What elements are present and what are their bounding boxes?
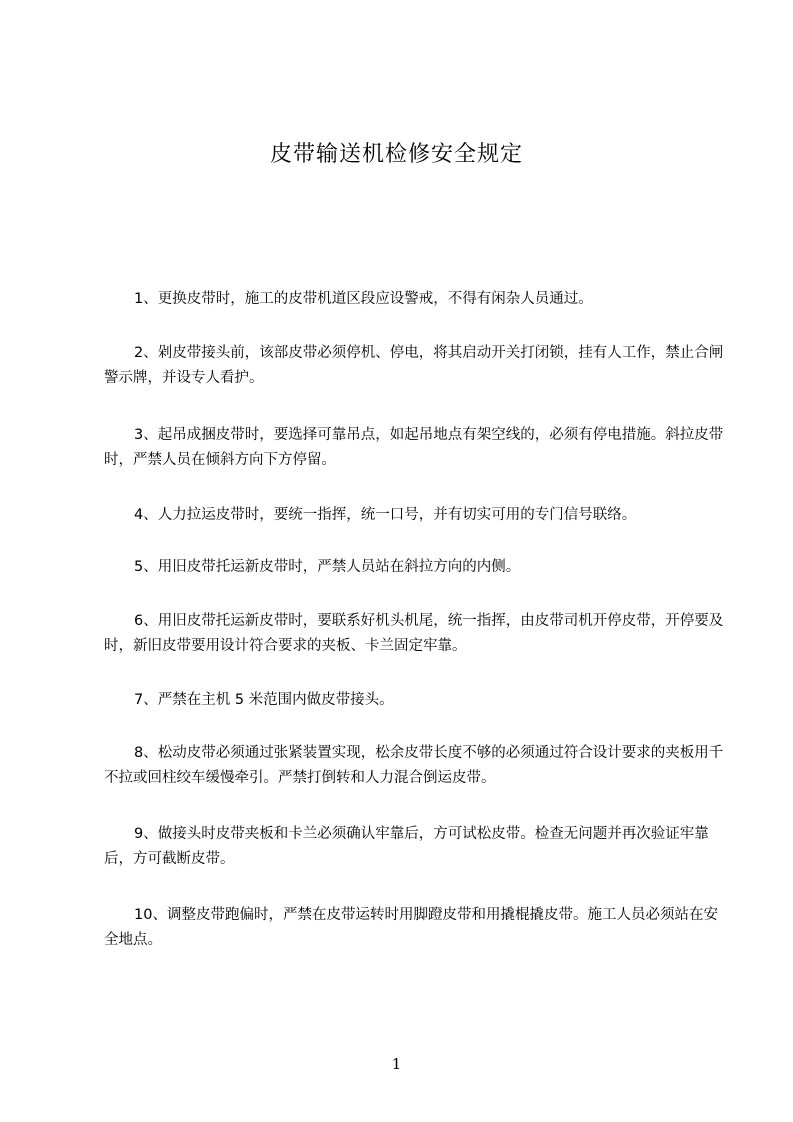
rule-paragraph-8: 8、松动皮带必须通过张紧装置实现，松余皮带长度不够的必须通过符合设计要求的夹板用千不拉或回柱绞车缓慢牵引。严禁打倒转和人力混合倒运皮带。 <box>104 745 724 786</box>
rule-paragraph-3: 3、起吊成捆皮带时，要选择可靠吊点，如起吊地点有架空线的，必须有停电措施。斜拉皮带时，严禁人员在倾斜方向下方停留。 <box>104 427 724 468</box>
rule-paragraph-6: 6、用旧皮带托运新皮带时，要联系好机头机尾，统一指挥，由皮带司机开停皮带，开停要及时，新旧皮带要用设计符合要求的夹板、卡兰固定牢靠。 <box>104 613 724 654</box>
page-number: 1 <box>391 1055 402 1073</box>
rule-paragraph-5: 5、用旧皮带托运新皮带时，严禁人员站在斜拉方向的内侧。 <box>134 559 521 575</box>
rule-paragraph-2: 2、剁皮带接头前，该部皮带必须停机、停电，将其启动开关打闭锁，挂有人工作，禁止合闸警示牌，并设专人看护。 <box>104 345 724 386</box>
rule-paragraph-7: 7、严禁在主机 5 米范围内做皮带接头。 <box>134 692 394 708</box>
rule-paragraph-10: 10、调整皮带跑偏时，严禁在皮带运转时用脚蹬皮带和用撬棍撬皮带。施工人员必须站在安全地点。 <box>104 907 718 948</box>
document-title: 皮带输送机检修安全规定 <box>269 142 523 167</box>
rule-paragraph-1: 1、更换皮带时，施工的皮带机道区段应设警戒，不得有闲杂人员通过。 <box>134 291 593 307</box>
rule-paragraph-4: 4、人力拉运皮带时，要统一指挥，统一口号，并有切实可用的专门信号联络。 <box>134 507 637 523</box>
rule-paragraph-9: 9、做接头时皮带夹板和卡兰必须确认牢靠后，方可试松皮带。检查无问题并再次验证牢靠后，方可截断皮带。 <box>104 826 709 867</box>
